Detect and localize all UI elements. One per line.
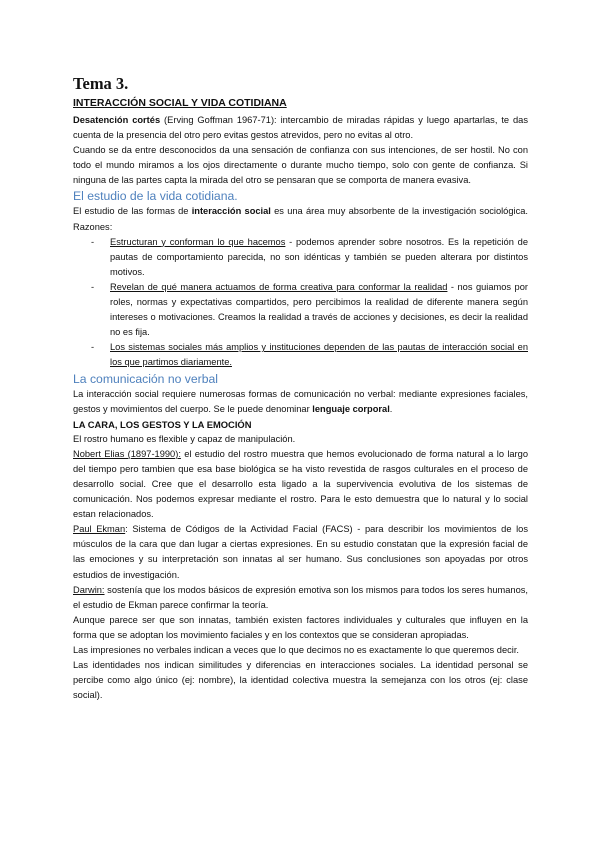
term-lenguaje-corporal: lenguaje corporal	[312, 403, 390, 414]
paragraph-impresiones: Las impresiones no verbales indican a veces que lo que decimos no es exactamente lo que queremos decir.	[73, 645, 519, 655]
list-item	[91, 280, 528, 340]
paragraph-confianza: Cuando se da entre desconocidos da una sensación de confianza con sus intenciones, de ser hostil. No con todo el mundo miramos a los ojos directamente o durante mucho tiempo, solo con gente de confianza. Si ninguna de las partes capta la mirada del otro se pensaran que se comporta de manera evasiva.	[73, 145, 528, 186]
paragraph-ekman	[73, 522, 528, 582]
author-darwin: Darwin:	[73, 584, 105, 595]
section-heading-comunicacion: La comunicación no verbal	[73, 371, 218, 386]
dash-bullet: -	[91, 281, 95, 292]
paragraph-estudio	[73, 204, 528, 234]
paragraph-text: : Sistema de Códigos de la Actividad Facial (FACS) - para describir los movimientos de los músculos de la cara que dan lugar a ciertas expresiones. En su estudio constatan que la expresión facial de las emociones y su interpretación son innatas al ser humano. Sus conclusiones son apoyadas por otros estudios de investigación.	[73, 524, 528, 580]
paragraph-rostro: El rostro humano es flexible y capaz de manipulación.	[73, 433, 296, 444]
author-elias: Nobert Elias (1897-1990):	[73, 448, 181, 459]
list-item-underlined: Los sistemas sociales más amplios y instituciones dependen de las pautas de interacción social en los que partimos diariamente.	[110, 342, 528, 368]
paragraph-text: sostenía que los modos básicos de expresión emotiva son los mismos para todos los seres humanos, el estudio de Ekman parece confirmar la teoría.	[73, 584, 528, 610]
list-item-text: - nos guiamos por roles, normas y expectativas compartidos, pero percibimos la realidad de diferente manera según intereses o motivaciones. Creamos la realidad a través de acciones y decisiones, es decir la realidad no es fija.	[110, 281, 528, 338]
list-item-text: - podemos aprender sobre nosotros. Es la repetición de pautas de comportamiento parecida, no son idénticas y también se pueden alterara por distintos motivos.	[110, 236, 528, 277]
paragraph-text: (Erving Goffman 1967-71): intercambio de miradas rápidas y luego apartarlas, te das cuenta de la presencia del otro pero evitas gestos atrevidos, pero no evitas al otro.	[73, 115, 528, 141]
paragraph-darwin	[73, 583, 528, 613]
paragraph-text: .	[389, 403, 393, 414]
term-interaccion-social: interacción social	[191, 206, 271, 217]
paragraph-innatas: Aunque parece ser que son innatas, también existen factores individuales y culturales que influyen en la forma que se adoptan los movimiento faciales y en los contextos que se consideran apropiadas.	[73, 614, 528, 640]
subsection-heading-cara: LA CARA, LOS GESTOS Y LA EMOCIÓN	[73, 418, 252, 430]
paragraph-identidades: Las identidades nos indican similitudes y diferencias en interacciones sociales. La identidad personal se percibe como algo único (ej: nombre), la identidad colectiva muestra la semejanza con los otros (ej: clase social).	[73, 660, 528, 701]
list-item	[91, 340, 528, 370]
paragraph-text: el estudio del rostro muestra que hemos evolucionado de forma natural a lo largo del tiempo pero tambien que esa base biológica se ha visto revestida de rasgos culturales en el proceso de desarrollo social. Cree que el desarrollo esta ligado a la supervivencia evolutiva de los sistemas de comunicación. Nos podemos expresar mediante el rostro. Para le esto demuestra que lo natural y lo social estan relacionados.	[73, 448, 528, 520]
dash-bullet: -	[91, 236, 95, 247]
section-heading-estudio: El estudio de la vida cotidiana.	[73, 189, 238, 204]
list-item	[91, 235, 528, 280]
paragraph-text: La interacción social requiere numerosas formas de comunicación no verbal: mediante expresiones faciales, gestos y movimientos del cuerpo. Se le puede denominar	[73, 388, 528, 414]
main-title: INTERACCIÓN SOCIAL Y VIDA COTIDIANA	[73, 97, 287, 109]
paragraph-desatencion	[73, 113, 528, 143]
author-ekman: Paul Ekman	[73, 524, 126, 535]
list-item-underlined: Estructuran y conforman lo que hacemos	[110, 236, 286, 247]
paragraph-text: es una área muy absorbente de la investigación sociológica. Razones:	[73, 206, 528, 232]
reasons-list	[73, 235, 528, 371]
chapter-heading: Tema 3.	[73, 74, 129, 93]
term-desatencion: Desatención cortés	[73, 115, 161, 125]
list-item-underlined: Revelan de qué manera actuamos de forma creativa para conformar la realidad	[110, 281, 448, 292]
paragraph-text: El estudio de las formas de	[73, 206, 192, 217]
paragraph-comunicacion	[73, 387, 528, 417]
dash-bullet: -	[91, 342, 95, 353]
paragraph-elias	[73, 447, 528, 522]
